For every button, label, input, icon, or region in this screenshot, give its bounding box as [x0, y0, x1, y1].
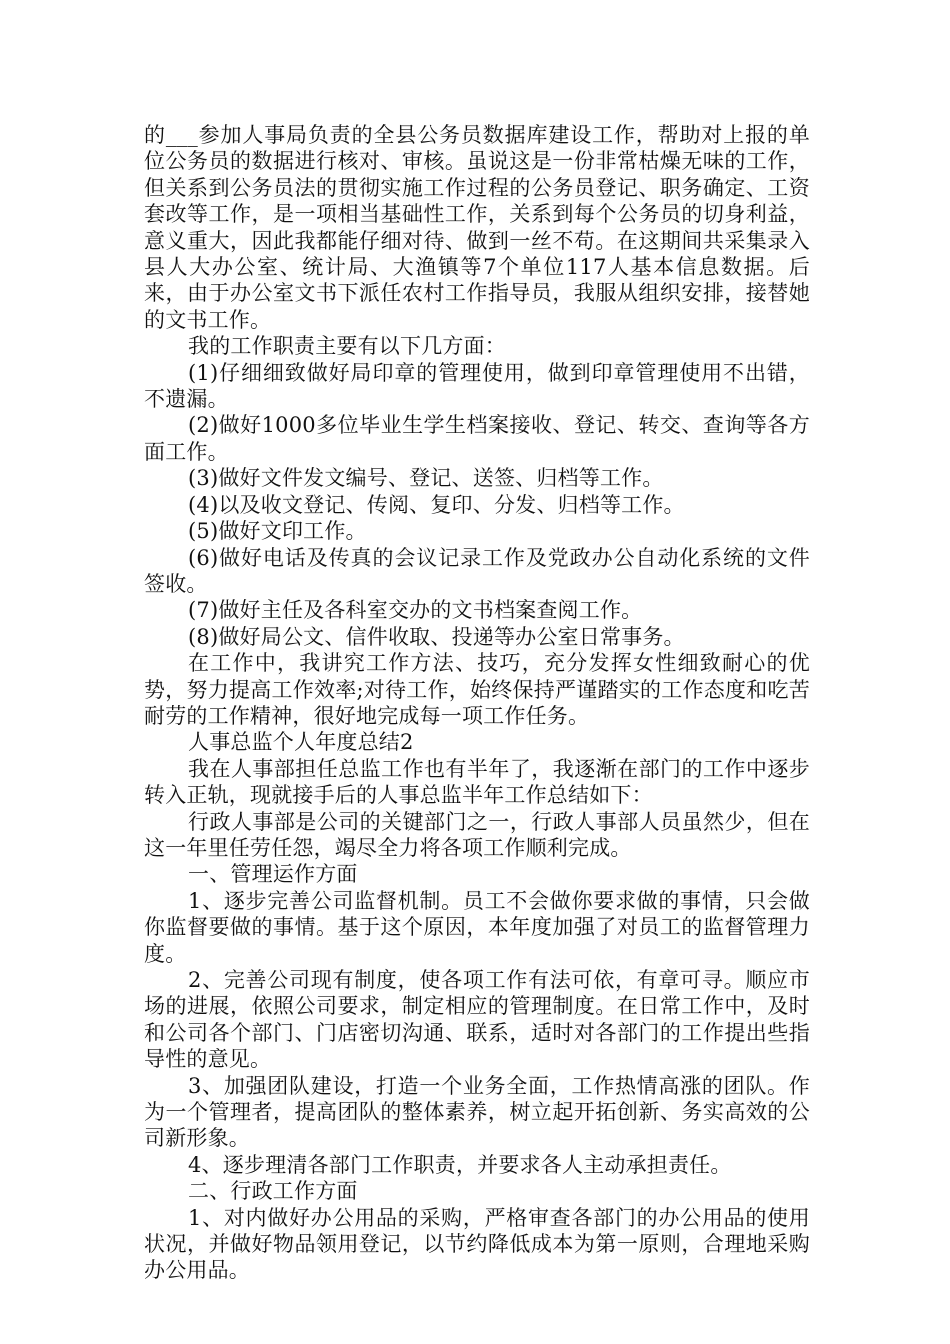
paragraph-duty-6: (6)做好电话及传真的会议记录工作及党政办公自动化系统的文件签收。 — [144, 545, 810, 596]
document-body — [144, 122, 810, 1284]
paragraph-administration-1: 1、对内做好办公用品的采购，严格审查各部门的办公用品的使用状况，并做好物品领用登记，以节约降低成本为第一原则，合理地采购办公用品。 — [144, 1205, 810, 1283]
paragraph-department: 行政人事部是公司的关键部门之一，行政人事部人员虽然少，但在这一年里任劳任怨，竭尽全力将各项工作顺利完成。 — [144, 809, 810, 860]
paragraph-duty-1: (1)仔细细致做好局印章的管理使用，做到印章管理使用不出错，不遗漏。 — [144, 360, 810, 412]
paragraph-management-3: 3、加强团队建设，打造一个业务全面，工作热情高涨的团队。作为一个管理者，提高团队的整体素养，树立起开拓创新、务实高效的公司新形象。 — [144, 1073, 810, 1151]
paragraph-duty-2: (2)做好1000多位毕业生学生档案接收、登记、转交、查询等各方面工作。 — [144, 413, 810, 464]
paragraph-management-4: 4、逐步理清各部门工作职责，并要求各人主动承担责任。 — [188, 1152, 732, 1177]
paragraph-summary-intro: 我在人事部担任总监工作也有半年了，我逐渐在部门的工作中逐步转入正轨，现就接手后的人事总监半年工作总结如下： — [144, 756, 810, 808]
paragraph-management-1: 1、逐步完善公司监督机制。员工不会做你要求做的事情，只会做你监督要做的事情。基于这个原因，本年度加强了对员工的监督管理力度。 — [144, 888, 810, 966]
paragraph-intro: 的___参加人事局负责的全县公务员数据库建设工作，帮助对上报的单位公务员的数据进行核对、审核。虽说这是一份非常枯燥无味的工作，但关系到公务员法的贯彻实施工作过程的公务员登记、职务确定、工资套改等工作，是一项相当基础性工作，关系到每个公务员的切身利益，意义重大，因此我都能仔细对待、做到一丝不苟。在这期间共采集录入县人大办公室、统计局、大渔镇等7个单位117人基本信息数据。后来，由于办公室文书下派任农村工作指导员，我服从组织安排，接替她的文书工作。 — [144, 123, 810, 332]
paragraph-work-attitude: 在工作中，我讲究工作方法、技巧，充分发挥女性细致耐心的优势，努力提高工作效率;对待工作，始终保持严谨踏实的工作态度和吃苦耐劳的工作精神，很好地完成每一项工作任务。 — [144, 651, 810, 728]
heading-administration: 二、行政工作方面 — [188, 1179, 358, 1204]
paragraph-duty-4: (4)以及收文登记、传阅、复印、分发、归档等工作。 — [188, 492, 685, 517]
paragraph-duty-5: (5)做好文印工作。 — [188, 519, 367, 544]
section-title-summary-2: 人事总监个人年度总结2 — [188, 730, 414, 755]
paragraph-duties-heading: 我的工作职责主要有以下几方面： — [188, 334, 506, 359]
paragraph-duty-3: (3)做好文件发文编号、登记、送签、归档等工作。 — [188, 466, 664, 491]
heading-management: 一、管理运作方面 — [188, 862, 358, 887]
paragraph-duty-8: (8)做好局公文、信件收取、投递等办公室日常事务。 — [188, 624, 685, 649]
paragraph-duty-7: (7)做好主任及各科室交办的文书档案查阅工作。 — [188, 598, 643, 623]
paragraph-management-2: 2、完善公司现有制度，使各项工作有法可依，有章可寻。顺应市场的进展，依照公司要求，制定相应的管理制度。在日常工作中，及时和公司各个部门、门店密切沟通、联系，适时对各部门的工作提出些指导性的意见。 — [144, 968, 810, 1072]
